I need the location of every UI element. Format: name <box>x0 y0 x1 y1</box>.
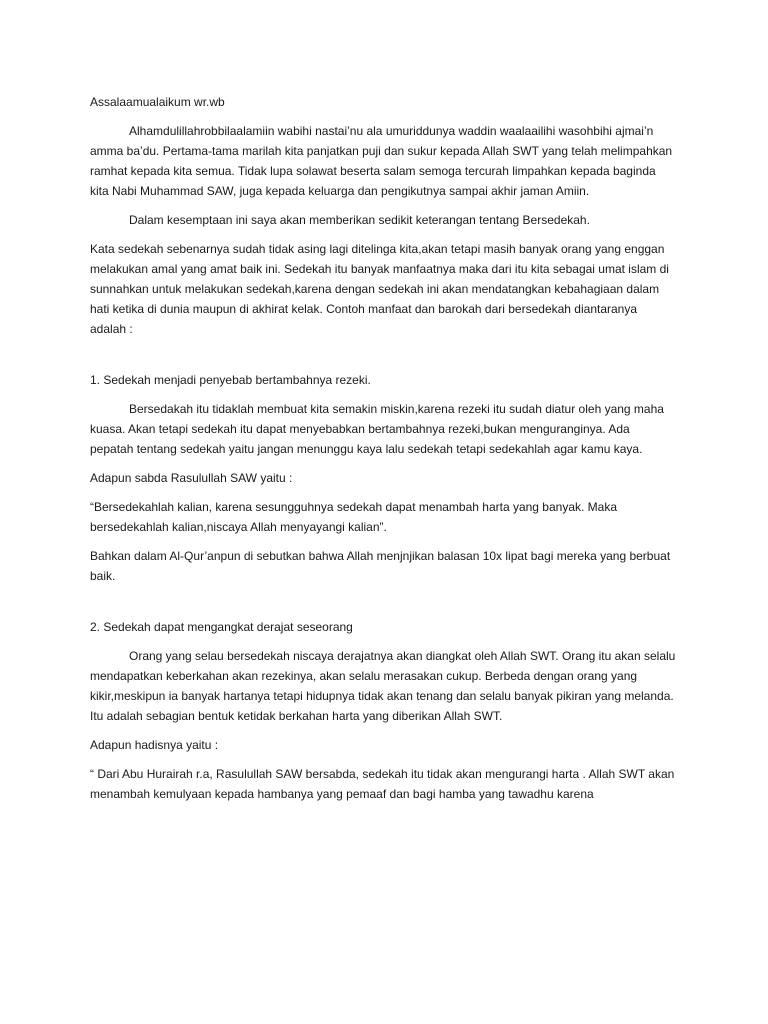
point1-quote: “Bersedekahlah kalian, karena sesungguhnya sedekah dapat menambah harta yang banyak. Maka bersedekahlah kalian,niscaya Allah menyayangi kalian”. <box>90 500 618 534</box>
point2-hadis: “ Dari Abu Hurairah r.a, Rasulullah SAW bersabda, sedekah itu tidak akan mengurangi harta . Allah SWT akan menambah kemulyaan kepada hambanya yang pemaaf dan bagi hamba yang tawadhu karena <box>90 767 675 801</box>
point2-body: Orang yang selau bersedekah niscaya derajatnya akan diangkat oleh Allah SWT. Orang itu akan selalu mendapatkan keberkahan akan rezekinya, akan selalu merasakan cukup. Berbeda dengan orang yang kikir,meskipun ia banyak hartanya tetapi hidupnya tidak akan tenang dan selalu banyak pikiran yang melanda. Itu adalah sebagian bentuk ketidak berkahan harta yang diberikan Allah SWT. <box>90 649 676 723</box>
point2-heading: 2. Sedekah dapat mengangkat derajat seseorang <box>90 620 353 634</box>
section-spacer <box>90 348 676 370</box>
overview-paragraph: Kata sedekah sebenarnya sudah tidak asing lagi ditelinga kita,akan tetapi masih banyak orang yang enggan melakukan amal yang amat baik ini. Sedekah itu banyak manfaatnya maka dari itu kita sebagai umat islam di sunnahkan untuk melakukan sedekah,karena dengan sedekah ini akan mendatangkan kebahagiaan dalam hati ketika di dunia maupun di akhirat kelak. Contoh manfaat dan barokah dari bersedekah diantaranya adalah : <box>90 242 669 336</box>
document-body <box>90 92 676 813</box>
intro-paragraph: Dalam kesemptaan ini saya akan memberikan sedikit keterangan tentang Bersedekah. <box>129 213 590 227</box>
point1-heading: 1. Sedekah menjadi penyebab bertambahnya rezeki. <box>90 373 371 387</box>
point2-hadis-intro: Adapun hadisnya yaitu : <box>90 738 219 752</box>
point1-quran: Bahkan dalam Al-Qur’anpun di sebutkan bahwa Allah menjnjikan balasan 10x lipat bagi mereka yang berbuat baik. <box>90 549 671 583</box>
section-spacer <box>90 595 676 617</box>
greeting: Assalaamualaikum wr.wb <box>90 95 225 109</box>
point1-body: Bersedakah itu tidaklah membuat kita semakin miskin,karena rezeki itu sudah diatur oleh yang maha kuasa. Akan tetapi sedekah itu dapat menyebabkan bertambahnya rezeki,bukan menguranginya. Ada pepatah tentang sedekah yaitu jangan menunggu kaya lalu sedekah tetapi sedekahlah agar kamu kaya. <box>90 402 664 456</box>
point1-sabda-intro: Adapun sabda Rasulullah SAW yaitu : <box>90 471 293 485</box>
opening-paragraph: Alhamdulillahrobbilaalamiin wabihi nastai’nu ala umuriddunya waddin waalaailihi wasohbihi ajmai’n amma ba’du. Pertama-tama marilah kita panjatkan puji dan sukur kepada Allah SWT yang telah melimpahkan ramhat kepada kita semua. Tidak lupa solawat beserta salam semoga tercurah limpahkan kepada baginda kita Nabi Muhammad SAW, juga kepada keluarga dan pengikutnya sampai akhir jaman Amiin. <box>90 124 673 198</box>
